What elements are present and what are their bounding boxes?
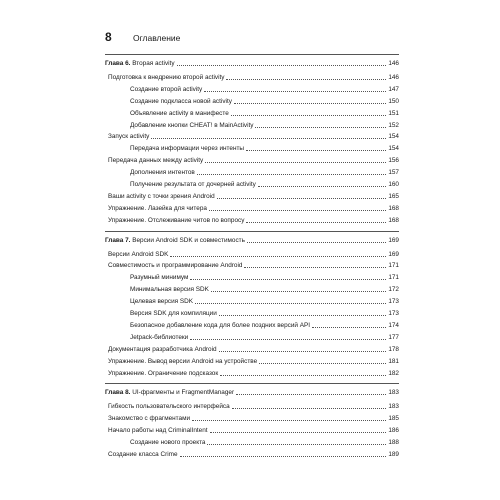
entry-title: Документация разработчика Android [108,345,217,353]
entry-title: Создание класса Crime [108,450,178,458]
entry-page: 147 [388,85,399,93]
entry-title: Добавление кнопки CHEAT! в MainActivity [130,121,254,129]
toc-entry [105,166,399,176]
entry-title: Создание второй activity [130,85,203,93]
entry-title: Глава 7. Версии Android SDK и совместимость [105,236,245,244]
dot-leader [209,205,386,211]
entry-title: Гибкость пользовательского интерфейса [108,403,230,411]
chapter-heading [105,386,399,396]
dot-leader [151,133,386,139]
entry-page: 146 [388,73,399,81]
toc-entry [105,130,399,140]
entry-title: Получение результата от дочерней activity [130,181,256,188]
entry-page: 169 [388,250,399,258]
entry-page: 188 [388,439,399,446]
toc-entry [105,400,399,410]
entry-page: 185 [388,415,399,423]
dot-leader [246,145,386,151]
entry-page: 152 [388,121,399,129]
dot-leader [219,310,387,316]
entry-page: 183 [388,403,399,411]
dot-leader [247,237,386,243]
toc-entry [105,448,399,458]
dot-leader [207,439,386,445]
entry-page: 173 [388,310,399,317]
entry-page: 178 [388,345,399,353]
page-number: 8 [105,30,112,44]
entry-page: 171 [388,262,399,270]
entry-title: Версия SDK для компиляции [130,310,217,317]
dot-leader [255,122,386,128]
entry-title: Глава 8. UI-фрагменты и FragmentManager [105,389,235,397]
entry-title: Создание подкласса новой activity [130,97,232,105]
dot-leader [205,157,386,163]
entry-page: 172 [388,286,399,294]
dot-leader [219,346,387,352]
toc-entry [105,436,399,446]
entry-title: Минимальная версия SDK [130,286,209,294]
dot-leader [180,451,387,457]
page-header [105,30,180,44]
dot-leader [246,217,386,223]
dot-leader [312,322,386,328]
toc-entry [105,355,399,365]
entry-page: 168 [388,204,399,212]
entry-title: Целевая версия SDK [130,298,194,306]
entry-title: Разумный минимум [130,274,189,282]
dot-leader [220,370,386,376]
entry-page: 169 [388,236,399,244]
entry-page: 156 [388,157,399,165]
dot-leader [259,358,386,364]
dot-leader [231,110,387,116]
toc-entry [105,307,399,317]
toc-entry [105,424,399,434]
entry-page: 160 [388,181,399,188]
toc-entry [105,367,399,377]
toc-entry [105,319,399,329]
entry-title: Запуск activity [108,133,150,141]
section-title: Оглавление [133,33,181,43]
toc-entry [105,142,399,152]
dot-leader [244,262,386,268]
dot-leader [170,251,386,257]
dot-leader [210,427,387,433]
toc-entry [105,83,399,93]
dot-leader [217,193,387,199]
dot-leader [232,403,387,409]
entry-page: 182 [388,369,399,377]
entry-title: Упражнение. Отслеживание читов по вопросу [108,216,245,224]
entry-title: Ваши activity с точки зрения Android [108,192,215,200]
entry-title: Упражнение. Ограничение подсказок [108,369,219,377]
entry-title: Подготовка к внедрению второй activity [108,73,225,81]
toc-entry [105,271,399,281]
toc-entry [105,154,399,164]
toc-entry [105,331,399,341]
dot-leader [204,86,386,92]
chapter-rule [105,54,399,55]
toc-entry [105,295,399,305]
entry-page: 181 [388,357,399,365]
toc-entry [105,259,399,269]
entry-title: Безопасное добавление кода для более поздних версий API [130,321,311,329]
entry-page: 171 [388,274,399,282]
toc-entry [105,214,399,224]
entry-page: 154 [388,145,399,153]
entry-title: Передача данных между activity [108,157,204,165]
entry-page: 165 [388,192,399,200]
entry-page: 177 [388,333,399,341]
toc-entry [105,202,399,212]
toc-entry [105,178,399,188]
entry-title: Создание нового проекта [130,439,206,446]
entry-page: 168 [388,216,399,224]
toc-entry [105,119,399,129]
entry-title: Начало работы над CriminalIntent [108,427,208,435]
entry-page: 157 [388,169,399,177]
toc-entry [105,283,399,293]
entry-page: 186 [388,427,399,435]
chapter-heading [105,57,399,67]
entry-page: 151 [388,109,399,117]
toc-entry [105,412,399,422]
entry-page: 183 [388,389,399,397]
chapter-rule [105,383,399,384]
toc-entry [105,71,399,81]
entry-title: Упражнение. Вывод версии Android на устройстве [108,357,258,365]
dot-leader [190,334,386,340]
dot-leader [236,389,386,395]
chapter-heading [105,234,399,244]
entry-page: 173 [388,298,399,306]
toc-entry [105,107,399,117]
dot-leader [195,298,386,304]
entry-page: 146 [388,60,399,67]
entry-page: 154 [388,133,399,141]
entry-title: Знакомство с фрагментами [108,415,191,423]
chapter-rule [105,231,399,232]
entry-page: 174 [388,321,399,329]
dot-leader [234,98,386,104]
entry-page: 189 [388,450,399,458]
entry-title: Версии Android SDK [108,250,169,258]
dot-leader [190,274,386,280]
dot-leader [211,286,386,292]
entry-title: Объявление activity в манифесте [130,109,229,117]
entry-page: 150 [388,97,399,105]
entry-title: Jetpack-библиотеки [130,333,189,341]
dot-leader [197,169,387,175]
dot-leader [258,181,387,187]
entry-title: Упражнение. Лазейка для читера [108,204,207,212]
entry-title: Глава 6. Вторая activity [105,60,175,67]
entry-title: Дополнения интентов [130,169,195,177]
toc-entry [105,95,399,105]
toc-entry [105,343,399,353]
entry-title: Совместимость и программирование Android [108,262,243,270]
toc-entry [105,190,399,200]
toc-entry [105,248,399,258]
dot-leader [192,415,386,421]
dot-leader [226,74,386,80]
dot-leader [177,60,387,66]
entry-title: Передача информации через интенты [130,145,245,153]
